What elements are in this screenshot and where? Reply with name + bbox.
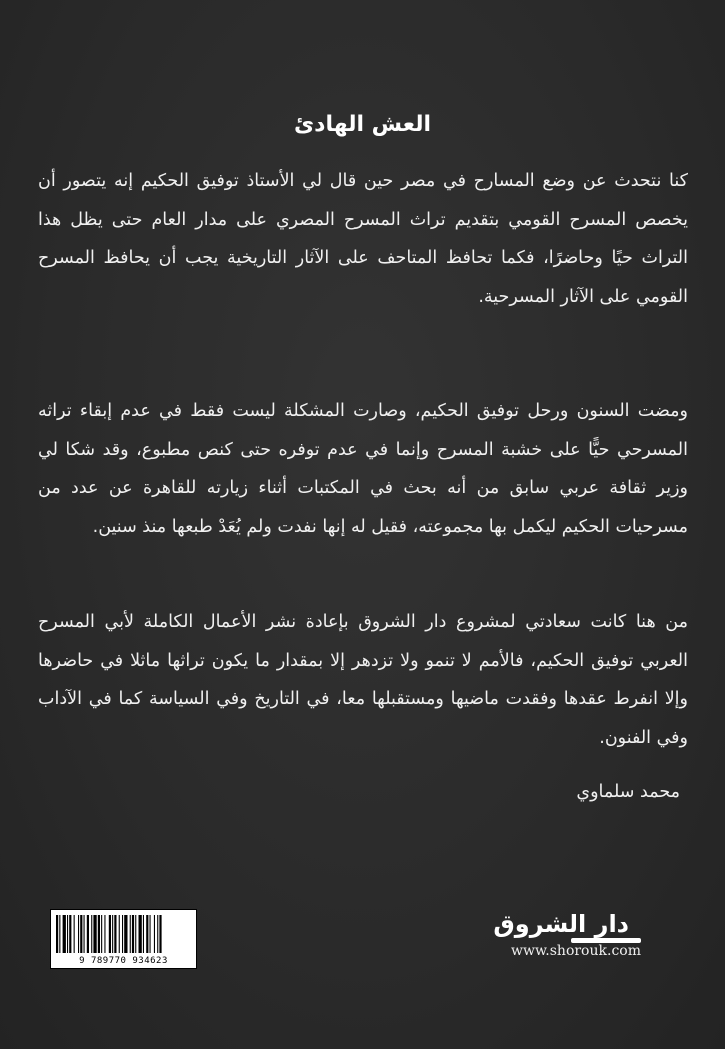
- barcode-bar: [130, 915, 131, 953]
- barcode-bar: [132, 915, 134, 953]
- barcode-bar: [114, 915, 116, 953]
- barcode-bar: [109, 915, 111, 953]
- barcode-bar: [150, 915, 151, 953]
- barcode-bar: [104, 915, 105, 953]
- barcode-bar: [93, 915, 96, 953]
- barcode-bar: [69, 915, 71, 953]
- barcode-bar: [78, 915, 79, 953]
- barcode-bar: [59, 915, 60, 953]
- barcode: [50, 909, 197, 969]
- barcode-bar: [146, 915, 148, 953]
- barcode-bar: [159, 915, 161, 953]
- barcode-bar: [135, 915, 136, 953]
- barcode-bar: [74, 915, 75, 953]
- barcode-bar: [124, 915, 127, 953]
- author-signature: محمد سلماوي: [576, 782, 680, 802]
- barcode-bar: [143, 915, 144, 953]
- barcode-bar: [91, 915, 92, 953]
- barcode-bar: [139, 915, 142, 953]
- paragraph-2: ومضت السنون ورحل توفيق الحكيم، وصارت المشكلة ليست فقط في عدم إبقاء تراثه المسرحي حيًّا على خشبة المسرح وإنما في عدم توفره حتى كنص مطبوع، وقد شكا لي وزير ثقافة عربي سابق من أنه بحث في المكتبات أثناء زيارته للقاهرة عن عدد من مسرحيات الحكيم ليكمل بها مجموعته، فقيل له إنها نفدت ولم يُعَدْ طبعها منذ سنين.: [38, 401, 688, 537]
- barcode-bar: [80, 915, 82, 953]
- barcode-bar: [112, 915, 113, 953]
- barcode-bar: [87, 915, 89, 953]
- publisher-url: www.shorouk.com: [511, 943, 641, 959]
- barcode-bar: [63, 915, 66, 953]
- paragraph-1: كنا نتحدث عن وضع المسارح في مصر حين قال لي الأستاذ توفيق الحكيم إنه يتصور أن يخصص المسرح القومي بتقديم تراث المسرح المصري على مدار العام حتى يظل هذا التراث حيًا وحاضرًا، فكما تحافظ المتاحف على الآثار التاريخية يجب أن يحافظ المسرح القومي على الآثار المسرحية.: [38, 171, 688, 307]
- barcode-bar: [56, 915, 58, 953]
- barcode-bar: [67, 915, 68, 953]
- barcode-bar: [122, 915, 123, 953]
- barcode-bar: [157, 915, 158, 953]
- barcode-bar: [98, 915, 100, 953]
- book-title: العش الهادئ: [293, 112, 432, 137]
- paragraph-3: من هنا كانت سعادتي لمشروع دار الشروق بإعادة نشر الأعمال الكاملة لأبي المسرح العربي توفيق الحكيم، فالأمم لا تنمو ولا تزدهر إلا بمقدار ما يكون تراثها ماثلا في حاضرها وإلا انفرط عقدها وفقدت ماضيها ومستقبلها معا، في التاريخ وفي السياسة كما في الآداب وفي الفنون.: [38, 612, 688, 748]
- barcode-bar: [101, 915, 102, 953]
- barcode-bar: [84, 915, 85, 953]
- publisher-logo: دار الشروق: [493, 910, 629, 938]
- barcode-bar: [154, 915, 155, 953]
- barcode-bar: [119, 915, 120, 953]
- isbn-number: 9 789770 934623: [79, 956, 168, 966]
- barcode-bars: [56, 915, 191, 953]
